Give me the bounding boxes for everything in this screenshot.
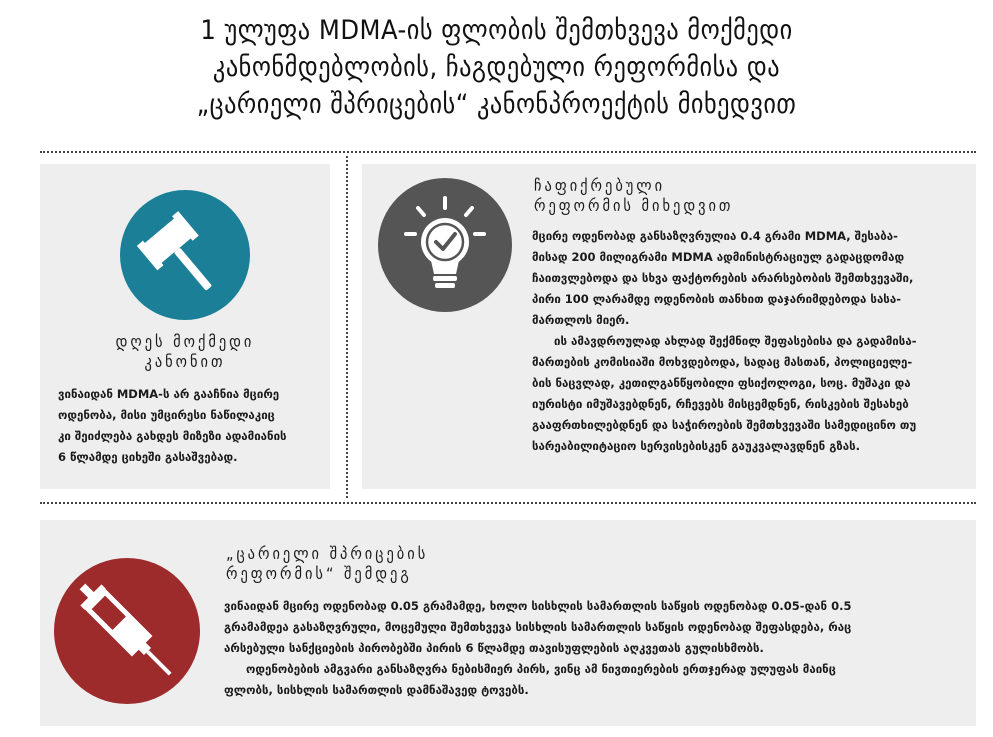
planned-reform-heading: ჩაფიქრებული რეფორმის მიხედვით: [534, 176, 734, 215]
dotted-divider-middle: [40, 502, 976, 504]
syringe-icon: [54, 558, 200, 704]
empty-syringes-heading: „ცარიელი შპრიცების რეფორმის“ შემდეგ: [226, 544, 429, 583]
current-law-panel: [40, 164, 330, 489]
empty-syringes-panel: [40, 520, 976, 726]
title-line: კანონმდებლობის, ჩაგდებული რეფორმისა და: [212, 52, 781, 83]
planned-reform-panel: [362, 164, 976, 489]
gavel-icon-circle: [120, 190, 250, 320]
empty-syringes-text: ვინაიდან მცირე ოდენობად 0.05 გრამამდე, ხოლო სისხლის სამართლის საწყის ოდენობად 0.05-დან 0.5 გრამამდეა გასაზღვრული, მოცემული შემთხვევა სისხლის სამართლის საწყის ოდენობად შეფასდება, რაც არსებული სანქციების პირობებში პირის 6 წლამდე თავისუფლების აღკვეთას გულისხმობს. ოდენობების ამგვარი განსაზღვრა ნებისმიერ პირს, ვინც ამ ნივთიერების ერთჯერად ულუფას მაინც ფლობს, სისხლის სამართლის დამნაშავედ ტოვებს.: [224, 599, 852, 697]
lightbulb-icon-circle: [378, 178, 512, 312]
lightbulb-check-icon: [378, 178, 512, 312]
title-line: 1 ულუფა MDMA-ის ფლობის შემთხვევა მოქმედი: [200, 15, 793, 46]
current-law-heading: დღეს მოქმედი კანონით: [115, 332, 255, 371]
syringe-icon-circle: [54, 558, 200, 704]
title-line: „ცარიელი შპრიცების“ კანონპროექტის მიხედვით: [196, 89, 797, 120]
page-title: [60, 12, 933, 123]
dotted-divider-top: [40, 151, 976, 153]
planned-reform-text: მცირე ოდენობად განსაზღვრულია 0.4 გრამი MDMA, შესაბა- მისად 200 მილიგრამი MDMA ადმინისტრაციულ გადაცდომად ჩაითვლებოდა და სხვა ფაქტორების არარსებობის შემთხვევაში, პირი 100 ლარამდე ოდენობის თანხით დაჯარიმდებოდა სასა- მართლოს მიერ. ის ამავდროულად ახლად შექმნილ შეფასებისა და გადამისა- მართების კომისიაში მოხვდებოდა, სადაც მასთან, პოლიციელე- ბის ნაცვლად, კეთილგანწყობილი ფსიქოლოგი, სოც. მუშაკი და იურისტი იმუშავებდნენ, რჩევებს მისცემდნენ, რისკების შესახებ გააფრთხილებდნენ და საჭიროების შემთხვევაში სამედიცინო თუ სარეაბილიტაციო სერვისებისკენ გაუკვალავდნენ გზას.: [532, 229, 917, 453]
dotted-divider-vertical: [346, 156, 348, 498]
current-law-text: ვინაიდან MDMA-ს არ გააჩნია მცირე ოდენობა, მისი უმცირესი ნაწილაკიც კი შეიძლება გახდეს მიზეზი ადამიანის 6 წლამდე ციხეში გასაშვებად.: [58, 387, 287, 464]
gavel-icon: [120, 190, 250, 320]
